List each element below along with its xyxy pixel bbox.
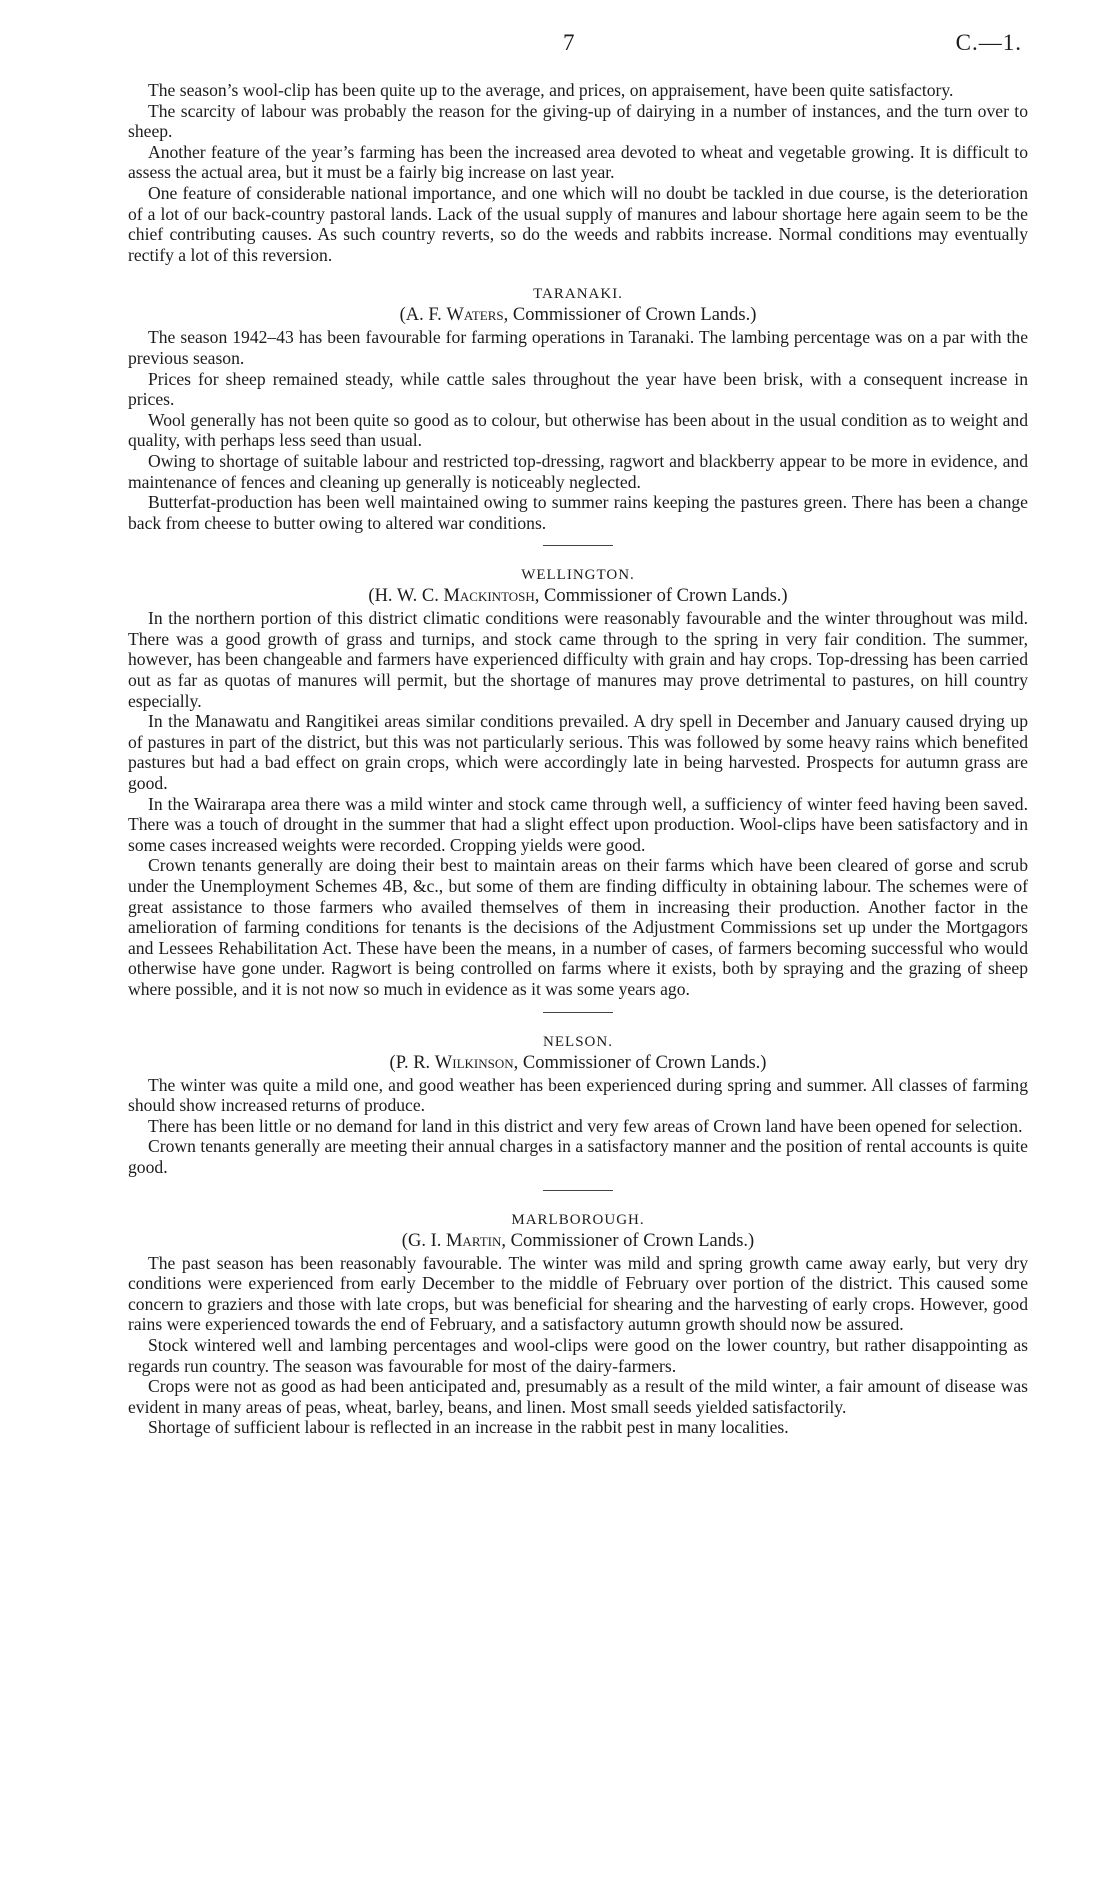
paragraph: Prices for sheep remained steady, while cattle sales throughout the year have been brisk, with a consequent increase in prices. [128,368,1028,410]
paragraph: The scarcity of labour was probably the reason for the giving-up of dairying in a number of instances, and the turn over to sheep. [128,100,1028,142]
taranaki-section [128,284,1028,546]
commissioner-name: Martin [445,1230,502,1251]
paragraph: The season’s wool-clip has been quite up to the average, and prices, on appraisement, have been quite satisfactory. [148,80,954,100]
paragraph: In the Manawatu and Rangitikei areas similar conditions prevailed. A dry spell in December and January caused drying up of pastures in part of the district, but this was not particularly serious. This was followed by some heavy rains which benefited pastures but had a bad effect on grain crops, which were accordingly late in being harvested. Prospects for autumn grass are good. [128,711,1028,794]
paragraph: The season 1942–43 has been favourable for farming operations in Taranaki. The lambing percentage was on a par with the previous season. [128,327,1028,368]
commissioner-line: (G. I. Martin, Commissioner of Crown Lands.) [401,1230,755,1251]
document-reference: C.—1. [955,30,1022,55]
paragraph: The past season has been reasonably favourable. The winter was mild and spring growth came away early, but very dry conditions were experienced from early December to the middle of February over portion of the district. This caused some concern to graziers and those with late crops, but was beneficial for shearing and the harvesting of early crops. However, good rains were experienced towards the end of February, and a satisfactory autumn growth should now be assured. [128,1252,1028,1335]
page-header [0,30,1114,64]
section-title: MARLBOROUGH. [511,1211,645,1228]
paragraph: Stock wintered well and lambing percentages and wool-clips were good on the lower country, but rather disappointing as regards run country. The season was favourable for most of the dairy-farmers. [128,1334,1028,1376]
paragraph: Owing to shortage of suitable labour and restricted top-dressing, ragwort and blackberry appear to be more in evidence, and maintenance of fences and cleaning up generally is noticeably neglected. [128,450,1028,492]
commissioner-line: (A. F. Waters, Commissioner of Crown Lands.) [399,305,757,326]
section-divider [543,1012,613,1013]
section-title: NELSON. [543,1033,613,1050]
paragraph: In the Wairarapa area there was a mild winter and stock came through well, a sufficiency of winter feed having been saved. There was a touch of drought in the summer that had a slight effect upon production. Wool-clips have been satisfactory and in some cases increased weights were recorded. Cropping yields were good. [128,793,1028,855]
paragraph: Shortage of sufficient labour is reflected in an increase in the rabbit pest in many localities. [148,1417,789,1438]
paragraph: The winter was quite a mild one, and good weather has been experienced during spring and summer. All classes of farming should show increased returns of produce. [128,1074,1028,1116]
commissioner-name: Wilkinson [434,1052,514,1073]
paragraph: Crown tenants generally are doing their best to maintain areas on their farms which have been cleared of gorse and scrub under the Unemployment Schemes 4B, &c., but some of them are finding difficulty in obtaining labour. The schemes were of great assistance to those farmers who availed themselves of them in increasing their production. Another factor in the amelioration of farming conditions for tenants is the decisions of the Adjustment Commissions set up under the Mortgagors and Lessees Rehabilitation Act. These have been the means, in a number of cases, of farmers becoming successful who would otherwise have gone under. Ragwort is being controlled on farms where it exists, both by spraying and the grazing of sheep where possible, and it is not now so much in evidence as it was some years ago. [128,855,1028,999]
commissioner-line: (H. W. C. Mackintosh, Commissioner of Crown Lands.) [368,586,788,607]
section-title: TARANAKI. [533,286,623,303]
paragraph: One feature of considerable national importance, and one which will no doubt be tackled in due course, is the deterioration of a lot of our back-country pastoral lands. Lack of the usual supply of manures and labour shortage here again seem to be the chief contributing causes. As such country reverts, so do the weeds and rabbits increase. Normal conditions may eventually rectify a lot of this reversion. [128,182,1028,265]
paragraph: Crops were not as good as had been anticipated and, presumably as a result of the mild winter, a fair amount of disease was evident in many areas of peas, wheat, barley, beans, and linen. Most small seeds yielded satisfactorily. [128,1376,1028,1417]
commissioner-name: Mackintosh [443,586,535,607]
commissioner-line: (P. R. Wilkinson, Commissioner of Crown Lands.) [389,1052,767,1073]
intro-section [128,80,1028,265]
paragraph: There has been little or no demand for land in this district and very few areas of Crown land have been opened for selection. [148,1115,1023,1136]
commissioner-name: Waters [446,305,504,326]
marlborough-section [128,1210,1028,1438]
paragraph: Another feature of the year’s farming has been the increased area devoted to wheat and vegetable growing. It is difficult to assess the actual area, but it must be a fairly big increase on last year. [128,141,1028,183]
section-divider [543,1190,613,1191]
nelson-section [128,1032,1028,1191]
wellington-section [128,565,1028,1012]
section-divider [543,545,613,546]
page-number: 7 [563,30,575,55]
paragraph: Crown tenants generally are meeting their annual charges in a satisfactory manner and the position of rental accounts is quite good. [128,1136,1028,1177]
document-body [128,80,1028,1438]
paragraph: Butterfat-production has been well maintained owing to summer rains keeping the pastures green. There has been a change back from cheese to butter owing to altered war conditions. [128,492,1028,533]
paragraph: In the northern portion of this district climatic conditions were reasonably favourable and the winter throughout was mild. There was a good growth of grass and turnips, and stock came through to the spring in very fair condition. The summer, however, has been changeable and farmers have experienced difficulty with grain and hay crops. Top-dressing has been carried out as far as quotas of manures will permit, but the shortage of manures may prove detrimental to pastures, on hill country especially. [128,608,1028,711]
paragraph: Wool generally has not been quite so good as to colour, but otherwise has been about in the usual condition as to weight and quality, with perhaps less seed than usual. [128,409,1028,451]
section-title: WELLINGTON. [521,567,635,584]
